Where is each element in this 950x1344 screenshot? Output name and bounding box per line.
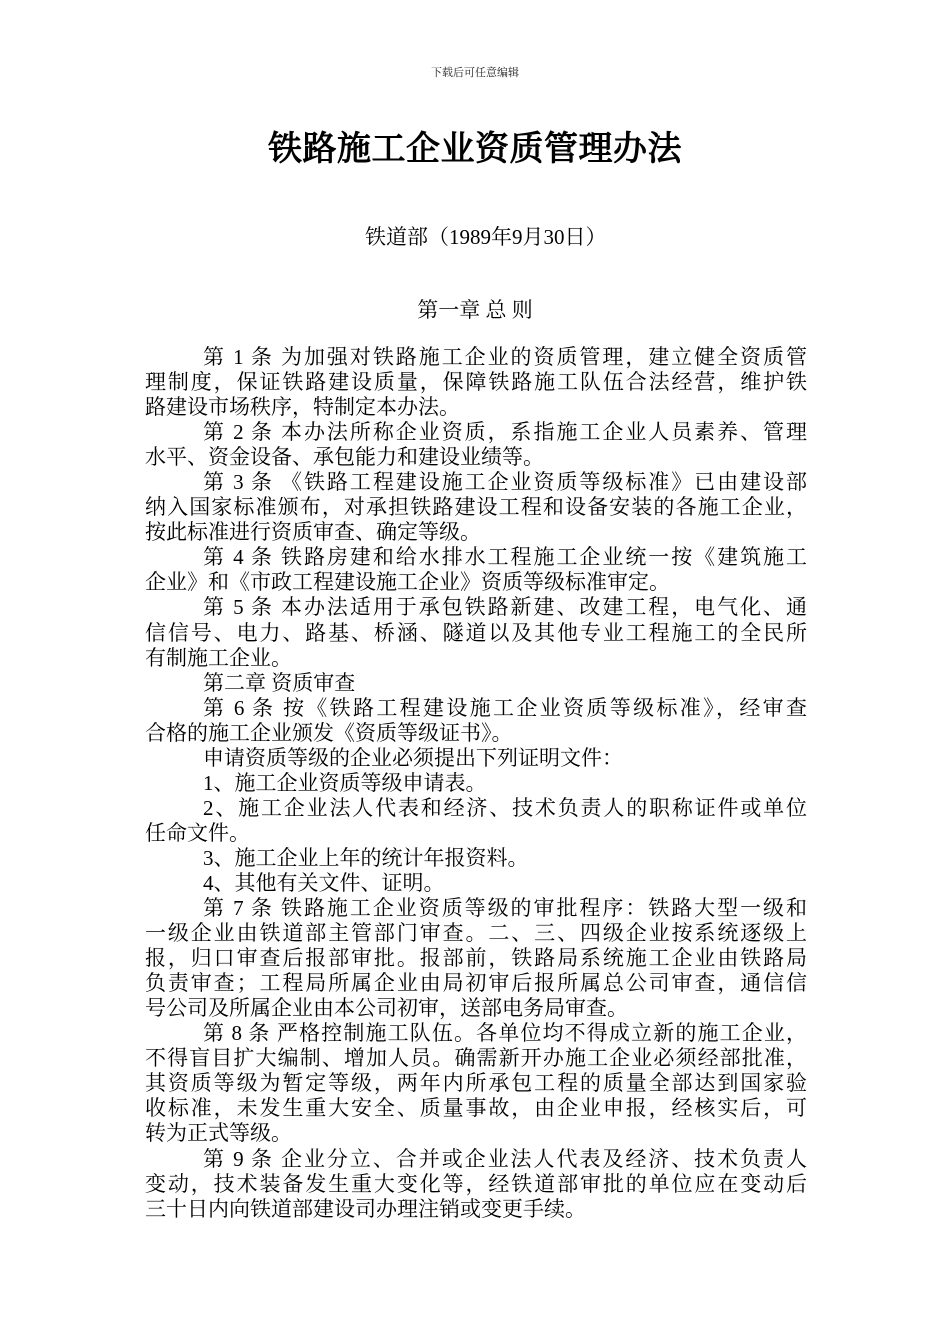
- text-line: 第 7 条 铁路施工企业资质等级的审批程序：铁路大型一级和: [203, 896, 807, 921]
- text-line: 按此标准进行资质审查、确定等级。: [145, 520, 481, 545]
- text-line: 第 5 条 本办法适用于承包铁路新建、改建工程，电气化、通: [203, 595, 807, 620]
- text-line: 企业》和《市政工程建设施工企业》资质等级标准审定。: [145, 570, 670, 595]
- text-line: 号公司及所属企业由本公司初审，送部电务局审查。: [145, 996, 628, 1021]
- text-line: 转为正式等级。: [145, 1121, 292, 1146]
- text-line: 理制度，保证铁路建设质量，保障铁路施工队伍合法经营，维护铁: [145, 370, 807, 395]
- article-7: [145, 896, 807, 1021]
- text-line: 合格的施工企业颁发《资质等级证书》。: [145, 720, 513, 745]
- article-9: [145, 1147, 807, 1222]
- text-line: 任命文件。: [145, 820, 250, 845]
- issuer-date: 铁道部（1989年9月30日）: [365, 225, 607, 249]
- text-line: 2、施工企业法人代表和经济、技术负责人的职称证件或单位: [203, 795, 807, 820]
- text-line: 第 3 条 《铁路工程建设施工企业资质等级标准》已由建设部: [203, 470, 807, 495]
- article-3: [145, 470, 807, 545]
- text-line: 1、施工企业资质等级申请表。: [203, 770, 487, 795]
- article-4: [145, 545, 807, 595]
- article-5: [145, 595, 807, 670]
- text-line: 收标准，未发生重大安全、质量事故，由企业申报，经核实后，可: [145, 1096, 807, 1121]
- text-line: 第 2 条 本办法所称企业资质，系指施工企业人员素养、管理: [203, 420, 807, 445]
- text-line: 水平、资金设备、承包能力和建设业绩等。: [145, 445, 544, 470]
- list-item: [145, 871, 807, 896]
- text-line: 第 1 条 为加强对铁路施工企业的资质管理，建立健全资质管: [203, 345, 807, 369]
- text-line: 变动，技术装备发生重大变化等，经铁道部审批的单位应在变动后: [145, 1171, 807, 1196]
- text-line: 不得盲目扩大编制、增加人员。确需新开办施工企业必须经部批准，: [145, 1046, 807, 1071]
- chapter-2-heading: [145, 671, 807, 696]
- text-line: 纳入国家标准颁布，对承担铁路建设工程和设备安装的各施工企业，: [145, 495, 807, 520]
- article-2: [145, 420, 807, 470]
- text-line: 其资质等级为暂定等级，两年内所承包工程的质量全部达到国家验: [145, 1071, 807, 1096]
- text-line: 有制施工企业。: [145, 645, 292, 670]
- text-line: 三十日内向铁道部建设司办理注销或变更手续。: [145, 1196, 586, 1221]
- text-line: 报，归口审查后报部审批。报部前，铁路局系统施工企业由铁路局: [145, 946, 807, 971]
- document-title: 铁路施工企业资质管理办法: [268, 131, 682, 168]
- text-line: 3、施工企业上年的统计年报资料。: [203, 845, 529, 870]
- text-line: 第 4 条 铁路房建和给水排水工程施工企业统一按《建筑施工: [203, 545, 807, 570]
- list-item: [145, 796, 807, 846]
- document-body: [145, 345, 807, 1222]
- article-8: [145, 1021, 807, 1146]
- header-note: 下载后可任意编辑: [431, 67, 519, 79]
- text-line: 第 9 条 企业分立、合并或企业法人代表及经济、技术负责人: [203, 1146, 807, 1171]
- text-line: 4、其他有关文件、证明。: [203, 870, 445, 895]
- required-documents-intro: [145, 746, 807, 771]
- text-line: 申请资质等级的企业必须提出下列证明文件：: [203, 745, 623, 770]
- text-line: 路建设市场秩序，特制定本办法。: [145, 395, 460, 420]
- chapter-heading-line: 第二章 资质审查: [203, 670, 356, 695]
- article-6: [145, 696, 807, 746]
- text-line: 第 8 条 严格控制施工队伍。各单位均不得成立新的施工企业，: [203, 1021, 807, 1046]
- list-item: [145, 846, 807, 871]
- chapter-1-heading: 第一章 总 则: [417, 298, 533, 322]
- text-line: 信信号、电力、路基、桥涵、隧道以及其他专业工程施工的全民所: [145, 620, 807, 645]
- text-line: 第 6 条 按《铁路工程建设施工企业资质等级标准》，经审查: [203, 695, 807, 720]
- text-line: 一级企业由铁道部主管部门审查。二、三、四级企业按系统逐级上: [145, 921, 807, 946]
- list-item: [145, 771, 807, 796]
- text-line: 负责审查；工程局所属企业由局初审后报所属总公司审查，通信信: [145, 971, 807, 996]
- article-1: [145, 345, 807, 420]
